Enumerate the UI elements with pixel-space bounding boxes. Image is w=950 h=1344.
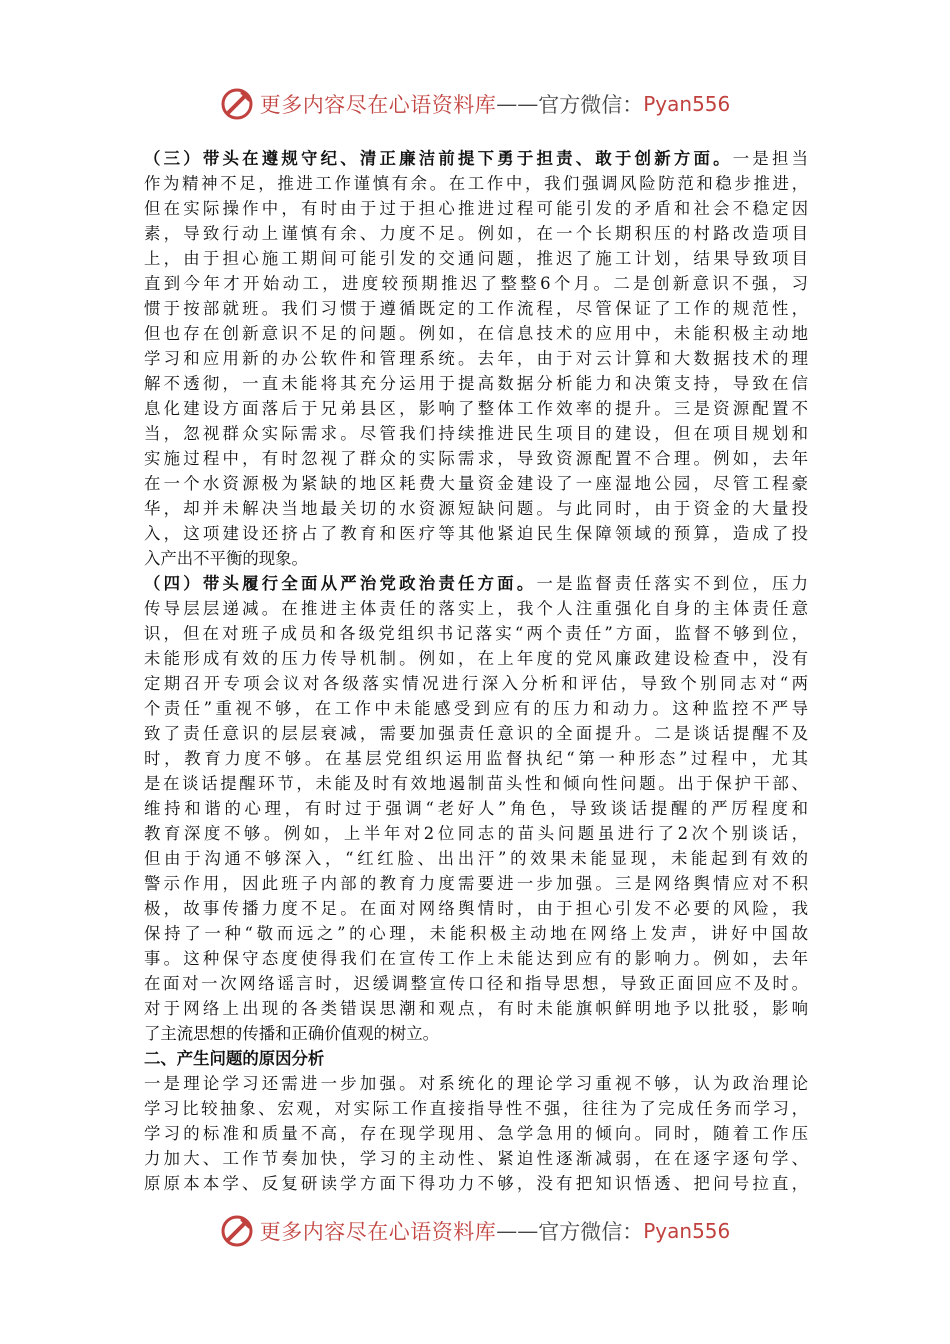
watermark-wechat-id: Pyan556 [643,92,731,116]
body-text: 力加大、工作节奏加快，学习的主动性、紧迫性逐渐减弱，在在逐字逐句学、 [144,1149,808,1168]
text-line [144,396,808,421]
body-text: 学习比较抽象、宏观，对实际工作直接指导性不强，往往为了完成任务而学习， [144,1099,808,1118]
text-line [144,1096,808,1121]
text-line [144,621,808,646]
text-line [144,321,808,346]
text-line [144,146,808,171]
body-text: 在面对一次网络谣言时，迟缓调整宣传口径和指导思想，导致正面回应不及时。 [144,974,808,993]
body-text: 当，忽视群众实际需求。尽管我们持续推进民生项目的建设，但在项目规划和 [144,424,808,443]
body-text: 华，却并未解决当地最关切的水资源短缺问题。与此同时，由于资金的大量投 [144,499,808,518]
text-line [144,546,808,571]
text-line [144,421,808,446]
body-text: 一是担当 [732,149,808,168]
document-body [144,146,808,1196]
body-text: 惯于按部就班。我们习惯于遵循既定的工作流程，尽管保证了工作的规范性， [144,299,808,318]
text-line [144,846,808,871]
text-line [144,196,808,221]
text-line [144,696,808,721]
body-text: 上，由于担心施工期间可能引发的交通问题，推迟了施工计划，结果导致项目 [144,249,808,268]
text-line [144,921,808,946]
body-text: 事。这种保守态度使得我们在宣传工作上未能达到应有的影响力。例如，去年 [144,949,808,968]
watermark-wechat-id: Pyan556 [643,1219,731,1243]
heading-text: （三）带头在遵规守纪、清正廉洁前提下勇于担责、敢于创新方面。 [144,149,733,168]
text-line [144,296,808,321]
watermark-dash: —— [496,1219,539,1243]
body-text: 未能形成有效的压力传导机制。例如，在上年度的党风廉政建设检查中，没有 [144,649,808,668]
text-line [144,871,808,896]
body-text: 个责任”重视不够，在工作中未能感受到应有的压力和动力。这种监控不严导 [144,699,808,718]
body-text: 时，教育力度不够。在基层党组织运用监督执纪“第一种形态”过程中，尤其 [144,749,808,768]
watermark-banner-top [0,84,950,124]
watermark-site-text: 更多内容尽在心语资料库 [259,93,497,117]
body-text: 原原本本学、反复研读学方面下得功力不够，没有把知识悟透、把问号拉直， [144,1174,808,1193]
watermark-dash: —— [496,92,539,116]
body-text: 作为精神不足，推进工作谨慎有余。在工作中，我们强调风险防范和稳步推进， [144,174,808,193]
text-line [144,1146,808,1171]
heading-text: （四）带头履行全面从严治党政治责任方面。 [144,574,537,593]
body-text: 警示作用，因此班子内部的教育力度需要进一步加强。三是网络舆情应对不积 [144,874,808,893]
text-line [144,221,808,246]
text-line [144,721,808,746]
body-text: 学习的标准和质量不高，存在现学现用、急学急用的倾向。同时，随着工作压 [144,1124,808,1143]
text-line [144,946,808,971]
text-line [144,571,808,596]
text-line [144,971,808,996]
body-text: 了主流思想的传播和正确价值观的树立。 [144,1024,440,1043]
text-line [144,771,808,796]
text-line [144,796,808,821]
text-line [144,371,808,396]
text-line [144,346,808,371]
body-text: 一是监督责任落实不到位，压力 [536,574,808,593]
body-text: 直到今年才开始动工，进度较预期推迟了整整6个月。二是创新意识不强，习 [144,274,808,293]
body-text: 实施过程中，有时忽视了群众的实际需求，导致资源配置不合理。例如，去年 [144,449,808,468]
body-text: 是在谈话提醒环节，未能及时有效地遏制苗头性和倾向性问题。出于保护干部、 [144,774,808,793]
body-text: 入产出不平衡的现象。 [144,549,308,568]
body-text: 教育深度不够。例如，上半年对2位同志的苗头问题虽进行了2次个别谈话， [144,824,808,843]
text-line [144,996,808,1021]
text-line [144,1071,808,1096]
body-text: 维持和谐的心理，有时过于强调“老好人”角色，导致谈话提醒的严厉程度和 [144,799,808,818]
body-text: 但也存在创新意识不足的问题。例如，在信息技术的应用中，未能积极主动地 [144,324,808,343]
text-line [144,821,808,846]
text-line [144,471,808,496]
text-line [144,496,808,521]
text-line [144,446,808,471]
text-line [144,1046,808,1071]
body-text: 极，故事传播力度不足。在面对网络舆情时，由于担心引发不必要的风险，我 [144,899,808,918]
text-line [144,1121,808,1146]
text-line [144,521,808,546]
brush-logo-icon [220,87,254,121]
text-line [144,896,808,921]
text-line [144,746,808,771]
watermark-banner-bottom [0,1211,950,1251]
body-text: 但由于沟通不够深入，“红红脸、出出汗”的效果未能显现，未能起到有效的 [144,849,808,868]
text-line [144,671,808,696]
text-line [144,646,808,671]
body-text: 一是理论学习还需进一步加强。对系统化的理论学习重视不够，认为政治理论 [144,1074,808,1093]
text-line [144,171,808,196]
body-text: 传导层层递减。在推进主体责任的落实上，我个人注重强化自身的主体责任意 [144,599,808,618]
body-text: 在一个水资源极为紧缺的地区耗费大量资金建设了一座湿地公园，尽管工程豪 [144,474,808,493]
watermark-wechat-label: 官方微信： [538,93,644,117]
watermark-wechat-label: 官方微信： [538,1220,644,1244]
body-text: 息化建设方面落后于兄弟县区，影响了整体工作效率的提升。三是资源配置不 [144,399,808,418]
text-line [144,1171,808,1196]
body-text: 学习和应用新的办公软件和管理系统。去年，由于对云计算和大数据技术的理 [144,349,808,368]
heading-text: 二、产生问题的原因分析 [144,1049,325,1068]
watermark-site-text: 更多内容尽在心语资料库 [259,1220,497,1244]
body-text: 保持了一种“敬而远之”的心理，未能积极主动地在网络上发声，讲好中国故 [144,924,808,943]
brush-logo-icon [220,1214,254,1248]
text-line [144,271,808,296]
body-text: 解不透彻，一直未能将其充分运用于提高数据分析能力和决策支持，导致在信 [144,374,808,393]
text-line [144,596,808,621]
text-line [144,246,808,271]
body-text: 致了责任意识的层层衰减，需要加强责任意识的全面提升。二是谈话提醒不及 [144,724,808,743]
body-text: 但在实际操作中，有时由于过于担心推进过程可能引发的矛盾和社会不稳定因 [144,199,808,218]
body-text: 定期召开专项会议对各级落实情况进行深入分析和评估，导致个别同志对“两 [144,674,808,693]
text-line [144,1021,808,1046]
body-text: 识，但在对班子成员和各级党组织书记落实“两个责任”方面，监督不够到位， [144,624,808,643]
body-text: 素，导致行动上谨慎有余、力度不足。例如，在一个长期积压的村路改造项目 [144,224,808,243]
body-text: 对于网络上出现的各类错误思潮和观点，有时未能旗帜鲜明地予以批驳，影响 [144,999,808,1018]
body-text: 入，这项建设还挤占了教育和医疗等其他紧迫民生保障领域的预算，造成了投 [144,524,808,543]
